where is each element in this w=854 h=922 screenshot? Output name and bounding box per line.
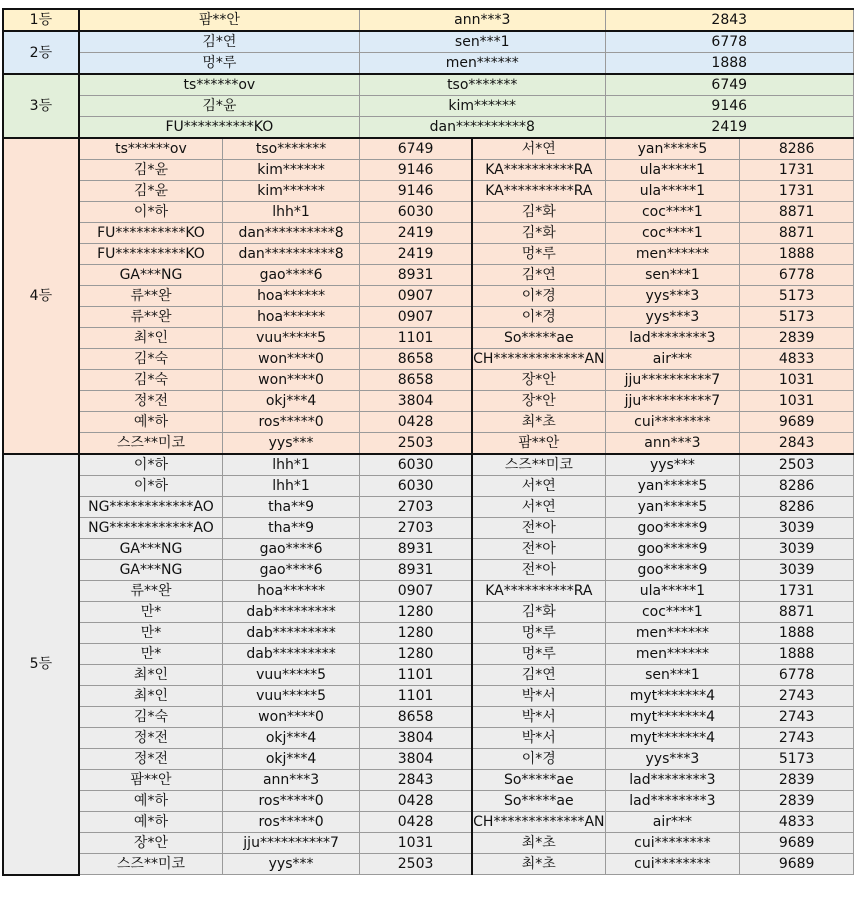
winner-name-cell[interactable]: 박*서 bbox=[472, 707, 605, 728]
winner-id-cell[interactable]: yys*** bbox=[605, 454, 740, 476]
winner-code-cell[interactable]: 9689 bbox=[740, 854, 854, 875]
winner-name-cell[interactable]: 김*화 bbox=[472, 602, 605, 623]
winner-code-cell[interactable]: 1731 bbox=[740, 581, 854, 602]
winner-id-cell[interactable]: jju**********7 bbox=[605, 370, 740, 391]
winner-name-cell[interactable]: 서*연 bbox=[472, 497, 605, 518]
winner-name-cell[interactable]: 최*인 bbox=[79, 328, 223, 349]
winner-id-cell[interactable]: goo*****9 bbox=[605, 518, 740, 539]
table-row bbox=[3, 412, 854, 433]
winner-name-cell[interactable]: 멍*루 bbox=[472, 623, 605, 644]
winner-id-cell[interactable]: ann***3 bbox=[605, 433, 740, 455]
winner-name-cell[interactable]: FU**********KO bbox=[79, 223, 223, 244]
winners-sheet bbox=[2, 8, 854, 876]
table-row bbox=[3, 623, 854, 644]
winner-name-cell[interactable]: 스즈**미코 bbox=[79, 854, 223, 875]
winner-name-cell[interactable]: 김*윤 bbox=[79, 160, 223, 181]
winner-name-cell[interactable]: 이*경 bbox=[472, 286, 605, 307]
winner-name-cell[interactable]: 전*아 bbox=[472, 560, 605, 581]
winner-name-cell[interactable]: 멍*루 bbox=[472, 244, 605, 265]
winner-code-cell[interactable]: 8931 bbox=[360, 560, 473, 581]
winner-id-cell[interactable]: jju**********7 bbox=[223, 833, 360, 854]
winner-id-cell[interactable]: myt*******4 bbox=[605, 686, 740, 707]
table-row bbox=[3, 812, 854, 833]
winner-code-cell[interactable]: 0907 bbox=[360, 286, 473, 307]
table-row bbox=[3, 497, 854, 518]
winner-id-cell[interactable]: lhh*1 bbox=[223, 476, 360, 497]
table-row bbox=[3, 31, 854, 53]
winner-name-cell[interactable]: 정*전 bbox=[79, 749, 223, 770]
winner-name-cell[interactable]: 전*아 bbox=[472, 518, 605, 539]
winner-name-cell[interactable]: 장*안 bbox=[79, 833, 223, 854]
winner-code-cell[interactable]: 3804 bbox=[360, 749, 473, 770]
winner-id-cell[interactable]: vuu*****5 bbox=[223, 686, 360, 707]
winner-code-cell[interactable]: 1731 bbox=[740, 181, 854, 202]
table-row bbox=[3, 223, 854, 244]
winner-name-cell[interactable]: NG************AO bbox=[79, 497, 223, 518]
winner-code-cell[interactable]: 8931 bbox=[360, 265, 473, 286]
winner-code-cell[interactable]: 6778 bbox=[740, 665, 854, 686]
winner-id-cell[interactable]: goo*****9 bbox=[605, 539, 740, 560]
winner-code-cell[interactable]: 1888 bbox=[740, 644, 854, 665]
winner-code-cell[interactable]: 6030 bbox=[360, 454, 473, 476]
winner-code-cell[interactable]: 2419 bbox=[360, 223, 473, 244]
winner-code-cell[interactable]: 1280 bbox=[360, 602, 473, 623]
winner-name-cell[interactable]: 이*하 bbox=[79, 202, 223, 223]
winner-name-cell[interactable]: 김*연 bbox=[472, 265, 605, 286]
winner-id-cell[interactable]: tso******* bbox=[360, 74, 606, 96]
winner-name-cell[interactable]: 김*화 bbox=[472, 223, 605, 244]
winner-name-cell[interactable]: So*****ae bbox=[472, 791, 605, 812]
table-row bbox=[3, 286, 854, 307]
table-row bbox=[3, 160, 854, 181]
table-row bbox=[3, 181, 854, 202]
winner-code-cell[interactable]: 1888 bbox=[740, 244, 854, 265]
winner-id-cell[interactable]: air*** bbox=[605, 812, 740, 833]
winner-name-cell[interactable]: 김*숙 bbox=[79, 707, 223, 728]
winner-name-cell[interactable]: 이*경 bbox=[472, 307, 605, 328]
winner-name-cell[interactable]: 김*연 bbox=[472, 665, 605, 686]
table-row bbox=[3, 96, 854, 117]
table-row bbox=[3, 265, 854, 286]
winner-code-cell[interactable]: 4833 bbox=[740, 812, 854, 833]
table-row bbox=[3, 518, 854, 539]
winner-code-cell[interactable]: 2419 bbox=[605, 117, 854, 139]
winner-name-cell[interactable]: 이*경 bbox=[472, 749, 605, 770]
winner-name-cell[interactable]: 만* bbox=[79, 644, 223, 665]
winner-code-cell[interactable]: 8871 bbox=[740, 602, 854, 623]
rank-label[interactable]: 1등 bbox=[3, 9, 79, 31]
winner-code-cell[interactable]: 2843 bbox=[740, 433, 854, 455]
table-row bbox=[3, 202, 854, 223]
table-row bbox=[3, 117, 854, 139]
winner-id-cell[interactable]: vuu*****5 bbox=[223, 665, 360, 686]
table-row bbox=[3, 370, 854, 391]
winner-id-cell[interactable]: ann***3 bbox=[223, 770, 360, 791]
winner-code-cell[interactable]: 3039 bbox=[740, 539, 854, 560]
table-row bbox=[3, 686, 854, 707]
winner-id-cell[interactable]: gao****6 bbox=[223, 539, 360, 560]
winner-code-cell[interactable]: 2743 bbox=[740, 728, 854, 749]
winner-id-cell[interactable]: ros*****0 bbox=[223, 812, 360, 833]
winner-name-cell[interactable]: 김*윤 bbox=[79, 181, 223, 202]
winner-code-cell[interactable]: 6030 bbox=[360, 476, 473, 497]
winner-id-cell[interactable]: ros*****0 bbox=[223, 791, 360, 812]
table-row bbox=[3, 454, 854, 476]
table-row bbox=[3, 644, 854, 665]
winner-code-cell[interactable]: 1101 bbox=[360, 686, 473, 707]
winner-id-cell[interactable]: hoa****** bbox=[223, 581, 360, 602]
winner-name-cell[interactable]: 박*서 bbox=[472, 728, 605, 749]
winner-code-cell[interactable]: 8658 bbox=[360, 349, 473, 370]
winner-id-cell[interactable]: sen***1 bbox=[605, 665, 740, 686]
winner-code-cell[interactable]: 2503 bbox=[360, 433, 473, 455]
rank-label[interactable]: 4등 bbox=[3, 138, 79, 454]
winner-name-cell[interactable]: GA***NG bbox=[79, 560, 223, 581]
winner-name-cell[interactable]: 서*연 bbox=[472, 476, 605, 497]
winner-code-cell[interactable]: 2503 bbox=[360, 854, 473, 875]
table-row bbox=[3, 244, 854, 265]
winner-code-cell[interactable]: 3804 bbox=[360, 391, 473, 412]
table-row bbox=[3, 602, 854, 623]
winner-id-cell[interactable]: yan*****5 bbox=[605, 497, 740, 518]
winner-name-cell[interactable]: 류**완 bbox=[79, 307, 223, 328]
winner-name-cell[interactable]: KA**********RA bbox=[472, 160, 605, 181]
winner-code-cell[interactable]: 2703 bbox=[360, 497, 473, 518]
winner-code-cell[interactable]: 2839 bbox=[740, 328, 854, 349]
winner-code-cell[interactable]: 1280 bbox=[360, 623, 473, 644]
winner-id-cell[interactable]: okj***4 bbox=[223, 391, 360, 412]
winner-id-cell[interactable]: yys*** bbox=[223, 854, 360, 875]
winner-id-cell[interactable]: dab********* bbox=[223, 623, 360, 644]
winner-name-cell[interactable]: 팜**안 bbox=[472, 433, 605, 455]
winner-id-cell[interactable]: ula*****1 bbox=[605, 581, 740, 602]
table-row bbox=[3, 707, 854, 728]
winner-name-cell[interactable]: 최*초 bbox=[472, 833, 605, 854]
table-row bbox=[3, 349, 854, 370]
winner-id-cell[interactable]: won****0 bbox=[223, 370, 360, 391]
winner-id-cell[interactable]: jju**********7 bbox=[605, 391, 740, 412]
winner-code-cell[interactable]: 6749 bbox=[360, 138, 473, 160]
winner-id-cell[interactable]: dan**********8 bbox=[223, 244, 360, 265]
winner-name-cell[interactable]: 멍*루 bbox=[79, 53, 360, 75]
winner-code-cell[interactable]: 1031 bbox=[740, 391, 854, 412]
winner-name-cell[interactable]: 스즈**미코 bbox=[472, 454, 605, 476]
winner-id-cell[interactable]: air*** bbox=[605, 349, 740, 370]
winner-code-cell[interactable]: 5173 bbox=[740, 749, 854, 770]
winner-code-cell[interactable]: 0428 bbox=[360, 412, 473, 433]
winner-code-cell[interactable]: 8286 bbox=[740, 476, 854, 497]
winner-name-cell[interactable]: 예*하 bbox=[79, 412, 223, 433]
winner-code-cell[interactable]: 1031 bbox=[740, 370, 854, 391]
winner-name-cell[interactable]: GA***NG bbox=[79, 539, 223, 560]
winner-code-cell[interactable]: 4833 bbox=[740, 349, 854, 370]
winner-id-cell[interactable]: won****0 bbox=[223, 707, 360, 728]
winner-name-cell[interactable]: 스즈**미코 bbox=[79, 433, 223, 455]
winner-name-cell[interactable]: FU**********KO bbox=[79, 244, 223, 265]
winner-id-cell[interactable]: myt*******4 bbox=[605, 728, 740, 749]
winner-id-cell[interactable]: cui******** bbox=[605, 854, 740, 875]
rank-label[interactable]: 3등 bbox=[3, 74, 79, 138]
winner-code-cell[interactable]: 0907 bbox=[360, 307, 473, 328]
winner-id-cell[interactable]: men****** bbox=[605, 644, 740, 665]
winner-id-cell[interactable]: hoa****** bbox=[223, 307, 360, 328]
winner-id-cell[interactable]: cui******** bbox=[605, 833, 740, 854]
winner-code-cell[interactable]: 2839 bbox=[740, 770, 854, 791]
winner-name-cell[interactable]: 만* bbox=[79, 602, 223, 623]
winner-code-cell[interactable]: 1101 bbox=[360, 665, 473, 686]
winner-id-cell[interactable]: ann***3 bbox=[360, 9, 606, 31]
winner-name-cell[interactable]: 최*초 bbox=[472, 412, 605, 433]
winner-id-cell[interactable]: dab********* bbox=[223, 602, 360, 623]
winner-id-cell[interactable]: kim****** bbox=[223, 160, 360, 181]
winner-id-cell[interactable]: won****0 bbox=[223, 349, 360, 370]
winner-id-cell[interactable]: coc****1 bbox=[605, 223, 740, 244]
winner-id-cell[interactable]: men****** bbox=[360, 53, 606, 75]
winner-name-cell[interactable]: 팜**안 bbox=[79, 770, 223, 791]
winner-name-cell[interactable]: 서*연 bbox=[472, 138, 605, 160]
winner-name-cell[interactable]: 만* bbox=[79, 623, 223, 644]
winner-name-cell[interactable]: So*****ae bbox=[472, 328, 605, 349]
winner-code-cell[interactable]: 0907 bbox=[360, 581, 473, 602]
table-row bbox=[3, 9, 854, 31]
winner-code-cell[interactable]: 6030 bbox=[360, 202, 473, 223]
winner-id-cell[interactable]: sen***1 bbox=[360, 31, 606, 53]
winner-name-cell[interactable]: 김*숙 bbox=[79, 370, 223, 391]
winner-code-cell[interactable]: 8931 bbox=[360, 539, 473, 560]
winner-name-cell[interactable]: 예*하 bbox=[79, 791, 223, 812]
table-row bbox=[3, 391, 854, 412]
winner-id-cell[interactable]: lad********3 bbox=[605, 791, 740, 812]
winner-code-cell[interactable]: 0428 bbox=[360, 791, 473, 812]
winner-code-cell[interactable]: 6778 bbox=[605, 31, 854, 53]
winner-id-cell[interactable]: dab********* bbox=[223, 644, 360, 665]
table-row bbox=[3, 138, 854, 160]
winner-code-cell[interactable]: 5173 bbox=[740, 307, 854, 328]
winner-code-cell[interactable]: 9146 bbox=[360, 181, 473, 202]
winner-id-cell[interactable]: vuu*****5 bbox=[223, 328, 360, 349]
winner-code-cell[interactable]: 1031 bbox=[360, 833, 473, 854]
winner-name-cell[interactable]: 최*인 bbox=[79, 665, 223, 686]
winner-name-cell[interactable]: 박*서 bbox=[472, 686, 605, 707]
winner-name-cell[interactable]: 김*화 bbox=[472, 202, 605, 223]
winner-id-cell[interactable]: dan**********8 bbox=[360, 117, 606, 139]
table-row bbox=[3, 74, 854, 96]
winner-name-cell[interactable]: ts******ov bbox=[79, 138, 223, 160]
winner-id-cell[interactable]: sen***1 bbox=[605, 265, 740, 286]
winner-name-cell[interactable]: GA***NG bbox=[79, 265, 223, 286]
winner-name-cell[interactable]: 김*숙 bbox=[79, 349, 223, 370]
rank-label[interactable]: 2등 bbox=[3, 31, 79, 74]
winner-id-cell[interactable]: cui******** bbox=[605, 412, 740, 433]
winner-id-cell[interactable]: goo*****9 bbox=[605, 560, 740, 581]
table-row bbox=[3, 770, 854, 791]
winner-name-cell[interactable]: 정*전 bbox=[79, 391, 223, 412]
table-row bbox=[3, 728, 854, 749]
winner-id-cell[interactable]: okj***4 bbox=[223, 728, 360, 749]
winner-code-cell[interactable]: 1101 bbox=[360, 328, 473, 349]
winner-code-cell[interactable]: 2743 bbox=[740, 707, 854, 728]
winner-id-cell[interactable]: coc****1 bbox=[605, 602, 740, 623]
winner-id-cell[interactable]: ros*****0 bbox=[223, 412, 360, 433]
winner-name-cell[interactable]: 전*아 bbox=[472, 539, 605, 560]
winner-code-cell[interactable]: 3039 bbox=[740, 518, 854, 539]
winner-name-cell[interactable]: 이*하 bbox=[79, 476, 223, 497]
winner-id-cell[interactable]: lad********3 bbox=[605, 328, 740, 349]
winner-code-cell[interactable]: 9146 bbox=[605, 96, 854, 117]
winner-code-cell[interactable]: 8658 bbox=[360, 370, 473, 391]
winner-id-cell[interactable]: okj***4 bbox=[223, 749, 360, 770]
winner-id-cell[interactable]: ula*****1 bbox=[605, 181, 740, 202]
winner-id-cell[interactable]: yan*****5 bbox=[605, 476, 740, 497]
winner-id-cell[interactable]: lhh*1 bbox=[223, 454, 360, 476]
winner-code-cell[interactable]: 6749 bbox=[605, 74, 854, 96]
winner-id-cell[interactable]: lhh*1 bbox=[223, 202, 360, 223]
table-row bbox=[3, 791, 854, 812]
table-row bbox=[3, 328, 854, 349]
table-row bbox=[3, 854, 854, 875]
winner-name-cell[interactable]: KA**********RA bbox=[472, 181, 605, 202]
winner-name-cell[interactable]: So*****ae bbox=[472, 770, 605, 791]
winner-name-cell[interactable]: 팜**안 bbox=[79, 9, 360, 31]
winner-name-cell[interactable]: 류**완 bbox=[79, 286, 223, 307]
winner-id-cell[interactable]: coc****1 bbox=[605, 202, 740, 223]
table-row bbox=[3, 539, 854, 560]
winner-code-cell[interactable]: 2743 bbox=[740, 686, 854, 707]
winner-code-cell[interactable]: 8871 bbox=[740, 223, 854, 244]
winner-code-cell[interactable]: 1731 bbox=[740, 160, 854, 181]
winner-id-cell[interactable]: myt*******4 bbox=[605, 707, 740, 728]
winner-name-cell[interactable]: 최*인 bbox=[79, 686, 223, 707]
winner-code-cell[interactable]: 8658 bbox=[360, 707, 473, 728]
winner-code-cell[interactable]: 8286 bbox=[740, 138, 854, 160]
winner-code-cell[interactable]: 9689 bbox=[740, 412, 854, 433]
winner-name-cell[interactable]: 장*안 bbox=[472, 370, 605, 391]
winner-code-cell[interactable]: 2703 bbox=[360, 518, 473, 539]
winner-name-cell[interactable]: 최*초 bbox=[472, 854, 605, 875]
winner-code-cell[interactable]: 2843 bbox=[360, 770, 473, 791]
winner-code-cell[interactable]: 2839 bbox=[740, 791, 854, 812]
winner-id-cell[interactable]: tha**9 bbox=[223, 518, 360, 539]
winner-name-cell[interactable]: 멍*루 bbox=[472, 644, 605, 665]
winner-id-cell[interactable]: gao****6 bbox=[223, 265, 360, 286]
winner-id-cell[interactable]: yys***3 bbox=[605, 307, 740, 328]
rank-label[interactable]: 5등 bbox=[3, 454, 79, 875]
winners-table bbox=[2, 8, 854, 876]
table-row bbox=[3, 53, 854, 75]
winner-name-cell[interactable]: FU**********KO bbox=[79, 117, 360, 139]
table-row bbox=[3, 307, 854, 328]
winner-id-cell[interactable]: dan**********8 bbox=[223, 223, 360, 244]
winner-code-cell[interactable]: 3804 bbox=[360, 728, 473, 749]
winner-name-cell[interactable]: KA**********RA bbox=[472, 581, 605, 602]
winner-code-cell[interactable]: 2843 bbox=[605, 9, 854, 31]
winner-id-cell[interactable]: hoa****** bbox=[223, 286, 360, 307]
winner-name-cell[interactable]: 정*전 bbox=[79, 728, 223, 749]
winner-id-cell[interactable]: yys***3 bbox=[605, 286, 740, 307]
table-row bbox=[3, 581, 854, 602]
winner-id-cell[interactable]: tso******* bbox=[223, 138, 360, 160]
winner-id-cell[interactable]: lad********3 bbox=[605, 770, 740, 791]
winner-name-cell[interactable]: 예*하 bbox=[79, 812, 223, 833]
winner-id-cell[interactable]: men****** bbox=[605, 244, 740, 265]
winner-code-cell[interactable]: 1888 bbox=[605, 53, 854, 75]
winner-id-cell[interactable]: tha**9 bbox=[223, 497, 360, 518]
winner-name-cell[interactable]: NG************AO bbox=[79, 518, 223, 539]
winner-name-cell[interactable]: CH*************AN bbox=[472, 349, 605, 370]
winner-name-cell[interactable]: 장*안 bbox=[472, 391, 605, 412]
table-row bbox=[3, 833, 854, 854]
winner-id-cell[interactable]: gao****6 bbox=[223, 560, 360, 581]
winner-name-cell[interactable]: 류**완 bbox=[79, 581, 223, 602]
winner-code-cell[interactable]: 9689 bbox=[740, 833, 854, 854]
winner-code-cell[interactable]: 2419 bbox=[360, 244, 473, 265]
winner-code-cell[interactable]: 0428 bbox=[360, 812, 473, 833]
winner-code-cell[interactable]: 6778 bbox=[740, 265, 854, 286]
winner-code-cell[interactable]: 1280 bbox=[360, 644, 473, 665]
winner-id-cell[interactable]: kim****** bbox=[360, 96, 606, 117]
winner-name-cell[interactable]: 김*연 bbox=[79, 31, 360, 53]
winner-id-cell[interactable]: ula*****1 bbox=[605, 160, 740, 181]
winner-id-cell[interactable]: yan*****5 bbox=[605, 138, 740, 160]
winner-id-cell[interactable]: men****** bbox=[605, 623, 740, 644]
winner-id-cell[interactable]: kim****** bbox=[223, 181, 360, 202]
table-row bbox=[3, 433, 854, 455]
table-row bbox=[3, 476, 854, 497]
winner-code-cell[interactable]: 1888 bbox=[740, 623, 854, 644]
winner-name-cell[interactable]: ts******ov bbox=[79, 74, 360, 96]
winner-name-cell[interactable]: 김*윤 bbox=[79, 96, 360, 117]
winner-code-cell[interactable]: 2503 bbox=[740, 454, 854, 476]
winner-id-cell[interactable]: yys***3 bbox=[605, 749, 740, 770]
winner-code-cell[interactable]: 8871 bbox=[740, 202, 854, 223]
winner-code-cell[interactable]: 3039 bbox=[740, 560, 854, 581]
table-row bbox=[3, 665, 854, 686]
winner-code-cell[interactable]: 8286 bbox=[740, 497, 854, 518]
winner-code-cell[interactable]: 5173 bbox=[740, 286, 854, 307]
table-row bbox=[3, 749, 854, 770]
winner-name-cell[interactable]: 이*하 bbox=[79, 454, 223, 476]
winner-name-cell[interactable]: CH*************AN bbox=[472, 812, 605, 833]
table-row bbox=[3, 560, 854, 581]
winner-code-cell[interactable]: 9146 bbox=[360, 160, 473, 181]
winner-id-cell[interactable]: yys*** bbox=[223, 433, 360, 455]
